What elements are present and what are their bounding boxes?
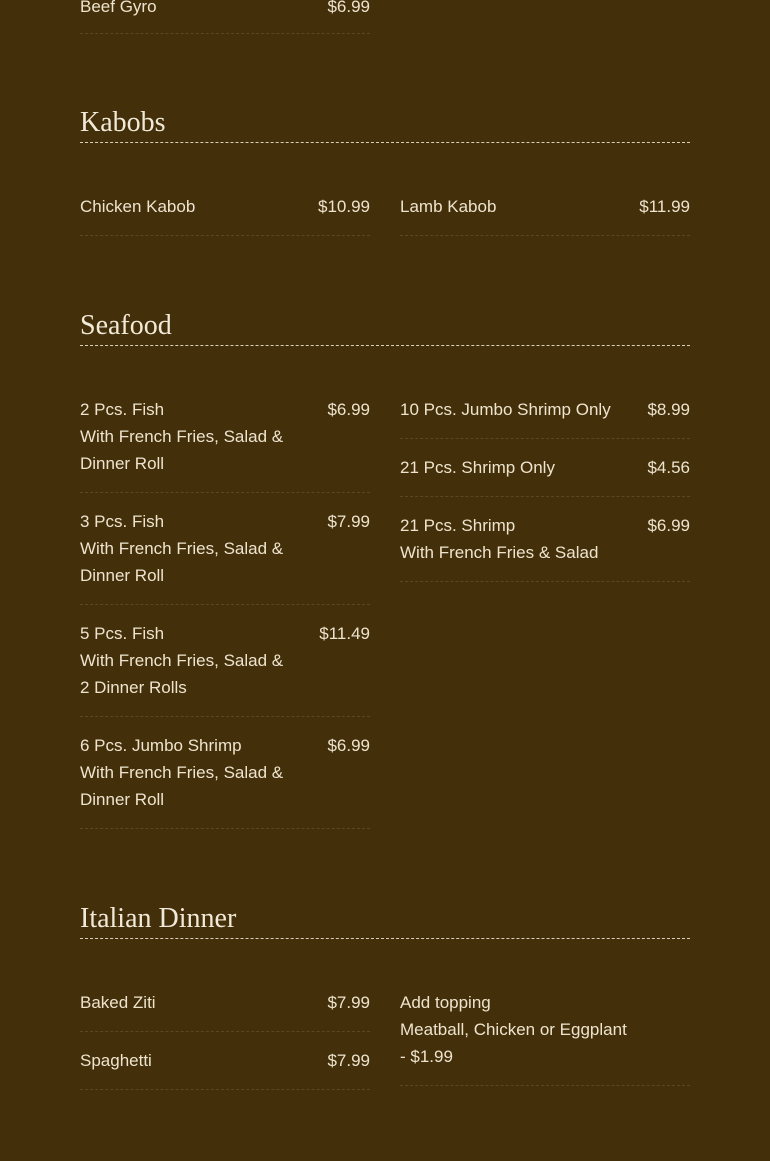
item-name: 3 Pcs. Fish xyxy=(80,512,165,531)
section-divider xyxy=(80,345,690,346)
item-divider xyxy=(80,1031,370,1032)
item-divider xyxy=(400,1085,690,1086)
item-price: $7.99 xyxy=(327,1051,370,1070)
item-description: With French Fries & Salad xyxy=(400,543,599,562)
item-name: Spaghetti xyxy=(80,1051,152,1070)
item-name: 21 Pcs. Shrimp Only xyxy=(400,458,555,477)
section-divider xyxy=(80,142,690,143)
section-title-seafood: Seafood xyxy=(80,310,172,341)
item-description: With French Fries, Salad & Dinner Roll xyxy=(80,539,284,585)
item-price: $6.99 xyxy=(327,736,370,755)
item-name: Lamb Kabob xyxy=(400,197,497,216)
item-price: $8.99 xyxy=(647,400,690,419)
menu-item xyxy=(80,396,370,477)
section-title-kabobs: Kabobs xyxy=(80,107,166,138)
item-divider xyxy=(80,828,370,829)
item-divider xyxy=(80,235,370,236)
menu-item xyxy=(80,620,370,701)
menu-item xyxy=(80,508,370,589)
item-divider xyxy=(80,1089,370,1090)
item-name: Beef Gyro xyxy=(80,0,157,16)
menu-item xyxy=(80,1047,370,1074)
item-description: Meatball, Chicken or Eggplant - $1.99 xyxy=(400,1020,627,1066)
item-description: With French Fries, Salad & Dinner Roll xyxy=(80,763,284,809)
section-title-italian-dinner: Italian Dinner xyxy=(80,903,237,934)
item-divider xyxy=(80,604,370,605)
item-name: 5 Pcs. Fish xyxy=(80,624,165,643)
item-price: $4.56 xyxy=(647,458,690,477)
item-divider xyxy=(400,581,690,582)
item-name: 2 Pcs. Fish xyxy=(80,400,165,419)
menu-item xyxy=(80,989,370,1016)
item-name: 6 Pcs. Jumbo Shrimp xyxy=(80,736,242,755)
item-price: $10.99 xyxy=(318,197,370,216)
item-price: $6.99 xyxy=(647,516,690,535)
item-description: With French Fries, Salad & Dinner Roll xyxy=(80,427,284,473)
menu-item-beef-gyro xyxy=(80,0,370,20)
item-name: 21 Pcs. Shrimp xyxy=(400,516,516,535)
item-name: 10 Pcs. Jumbo Shrimp Only xyxy=(400,400,611,419)
item-divider xyxy=(400,496,690,497)
menu-item xyxy=(400,512,690,566)
menu-item xyxy=(400,989,690,1070)
item-price: $6.99 xyxy=(327,0,370,16)
item-name: Chicken Kabob xyxy=(80,197,196,216)
item-name: Baked Ziti xyxy=(80,993,156,1012)
item-price: $11.99 xyxy=(639,197,690,216)
item-divider xyxy=(400,235,690,236)
item-divider xyxy=(400,438,690,439)
item-price: $6.99 xyxy=(327,400,370,419)
item-price: $11.49 xyxy=(319,624,370,643)
item-name: Add topping xyxy=(400,993,491,1012)
menu-item xyxy=(400,454,690,481)
item-divider xyxy=(80,33,370,34)
section-divider xyxy=(80,938,690,939)
menu-item xyxy=(400,396,690,423)
item-divider xyxy=(80,716,370,717)
item-price: $7.99 xyxy=(327,512,370,531)
item-description: With French Fries, Salad & 2 Dinner Rolls xyxy=(80,651,284,697)
menu-item xyxy=(80,732,370,813)
item-price: $7.99 xyxy=(327,993,370,1012)
item-divider xyxy=(80,492,370,493)
menu-item xyxy=(400,193,690,220)
menu-item xyxy=(80,193,370,220)
